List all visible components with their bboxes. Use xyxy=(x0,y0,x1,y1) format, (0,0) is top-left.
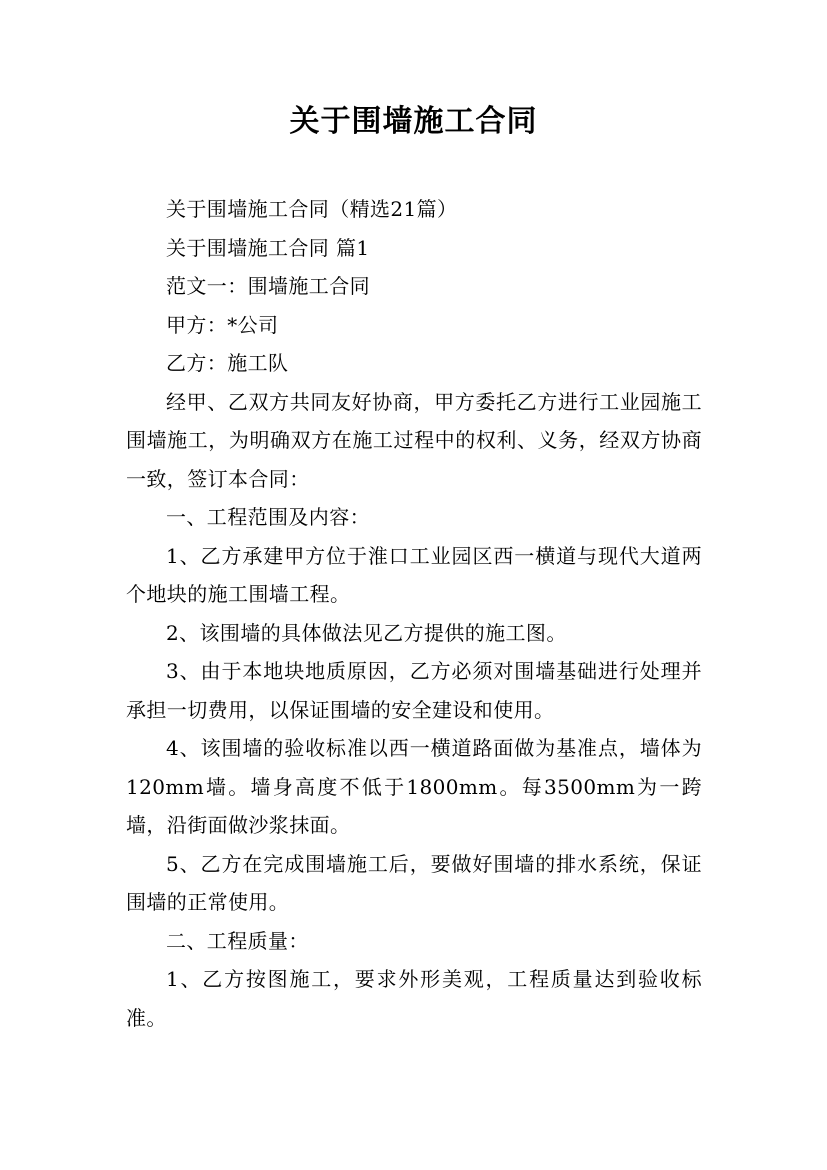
paragraph-preamble: 经甲、乙双方共同友好协商，甲方委托乙方进行工业园施工围墙施工，为明确双方在施工过程中的权利、义务，经双方协商一致，签订本合同： xyxy=(126,389,702,491)
paragraph-party-b: 乙方：施工队 xyxy=(166,351,289,375)
paragraph-quality-item-1: 1、乙方按图施工，要求外形美观，工程质量达到验收标准。 xyxy=(126,967,702,1030)
document-title: 关于围墙施工合同 xyxy=(289,104,538,139)
paragraph-scope-item-1: 1、乙方承建甲方位于淮口工业园区西一横道与现代大道两个地块的施工围墙工程。 xyxy=(126,543,702,606)
paragraph-collection-title: 关于围墙施工合同（精选21篇） xyxy=(166,197,458,221)
paragraph-scope-item-5: 5、乙方在完成围墙施工后，要做好围墙的排水系统，保证围墙的正常使用。 xyxy=(126,851,702,914)
paragraph-section-scope: 一、工程范围及内容： xyxy=(166,505,370,529)
paragraph-scope-item-4: 4、该围墙的验收标准以西一横道路面做为基准点，墙体为120mm墙。墙身高度不低于1800mm。每3500mm为一跨墙，沿街面做沙浆抹面。 xyxy=(126,736,702,837)
document-body xyxy=(126,190,702,1037)
paragraph-sample-heading: 范文一：围墙施工合同 xyxy=(166,274,370,298)
paragraph-party-a: 甲方：*公司 xyxy=(166,312,279,337)
paragraph-scope-item-2: 2、该围墙的具体做法见乙方提供的施工图。 xyxy=(166,620,567,645)
paragraph-article-heading: 关于围墙施工合同 篇1 xyxy=(166,235,370,260)
paragraph-scope-item-3: 3、由于本地块地质原因，乙方必须对围墙基础进行处理并承担一切费用，以保证围墙的安全建设和使用。 xyxy=(126,659,702,722)
paragraph-section-quality: 二、工程质量： xyxy=(166,928,309,953)
